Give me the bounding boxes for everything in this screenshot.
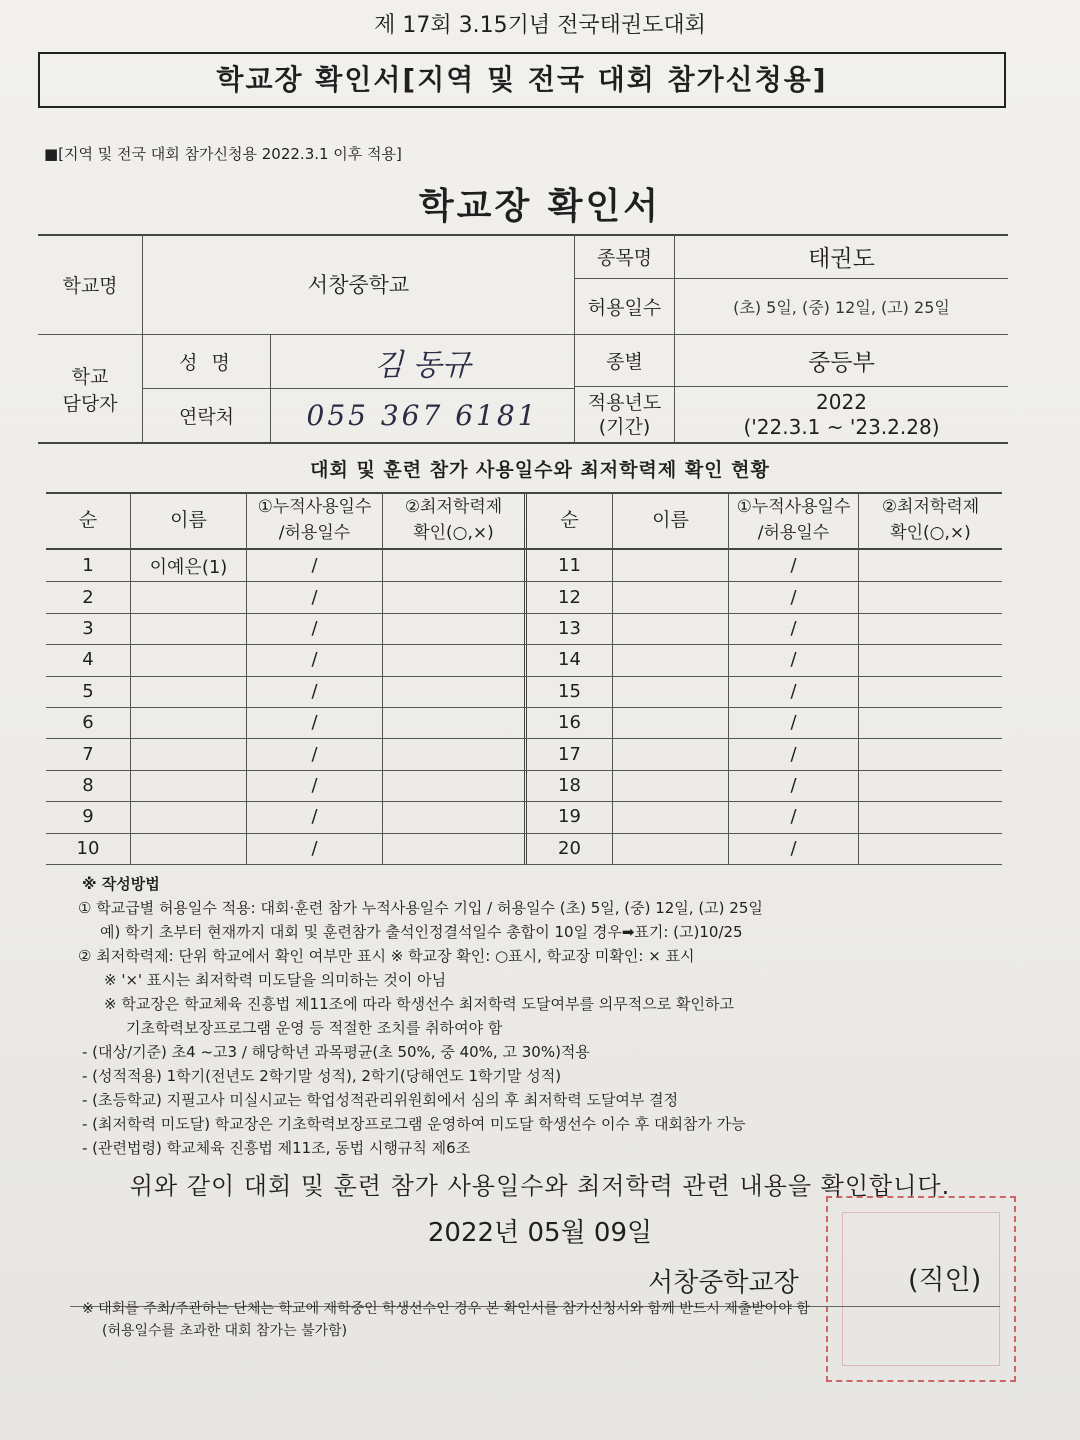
academic-check — [383, 644, 524, 675]
row-number: 14 — [558, 649, 581, 671]
row-number: 11 — [558, 555, 581, 577]
instruction-line: ② 최저학력제: 단위 학교에서 확인 여부만 표시 ※ 학교장 확인: ○표시, 학교장 미확인: × 표시 — [78, 947, 695, 965]
days-used: / — [311, 712, 318, 734]
academic-check — [383, 707, 524, 738]
instruction-line: - (관련법령) 학교체육 진흥법 제11조, 동법 시행규칙 제6조 — [82, 1139, 471, 1157]
participant-name — [613, 738, 728, 769]
days-used: / — [311, 649, 318, 671]
col-no-left: 순 — [78, 509, 98, 531]
col-no-right: 순 — [560, 509, 579, 531]
days-used: / — [790, 555, 797, 577]
participant-name — [131, 581, 246, 612]
row-number: 4 — [82, 649, 94, 671]
row-number: 3 — [82, 617, 94, 639]
participant-name — [613, 833, 728, 864]
academic-check — [859, 550, 1002, 581]
row-number: 15 — [558, 680, 581, 702]
allowed-days-label: 허용일수 — [587, 297, 662, 319]
col-days-left-line1: ①누적사용일수 — [257, 497, 372, 517]
row-number: 18 — [558, 774, 581, 796]
participant-name — [613, 770, 728, 801]
col-days-right-line2: /허용일수 — [757, 523, 830, 543]
academic-check — [859, 801, 1002, 832]
participant-table — [46, 492, 1002, 864]
academic-check — [859, 613, 1002, 644]
main-title: 학교장 확인서 — [418, 186, 662, 227]
academic-check — [859, 581, 1002, 612]
school-info-table — [38, 234, 1008, 444]
participant-name — [131, 707, 246, 738]
phone-label: 연락처 — [178, 406, 235, 428]
instructions — [78, 872, 1008, 1160]
row-number: 19 — [558, 806, 581, 828]
status-section-title: 대회 및 훈련 참가 사용일수와 최저학력제 확인 현황 — [310, 459, 770, 481]
table-bottom-border — [46, 864, 1002, 865]
participant-name — [131, 676, 246, 707]
instruction-line: 기초학력보장프로그램 운영 등 적절한 조치를 취하여야 함 — [126, 1019, 503, 1037]
instruction-line: - (최저학력 미도달) 학교장은 기초학력보장프로그램 운영하여 미도달 학생선수 이수 후 대회참가 가능 — [82, 1115, 746, 1133]
year-value-year: 2022 — [816, 389, 867, 414]
academic-check — [859, 676, 1002, 707]
division-label: 종별 — [606, 351, 643, 373]
participant-name — [131, 801, 246, 832]
academic-check — [383, 581, 524, 612]
academic-check — [383, 801, 524, 832]
days-used: / — [311, 837, 318, 859]
academic-check — [383, 676, 524, 707]
instruction-line: ※ '×' 표시는 최저학력 미도달을 의미하는 것이 아님 — [104, 971, 447, 989]
allowed-days-value: (초) 5일, (중) 12일, (고) 25일 — [733, 298, 950, 317]
year-label-line2: (기간) — [598, 415, 651, 438]
event-label: 종목명 — [596, 246, 653, 269]
year-value — [675, 387, 1008, 442]
days-used: / — [790, 712, 797, 734]
row-number: 16 — [558, 712, 581, 734]
year-label — [575, 387, 674, 442]
days-used: / — [790, 586, 797, 608]
row-number: 6 — [82, 712, 94, 734]
days-used: / — [311, 555, 318, 577]
row-number: 8 — [82, 774, 94, 796]
participant-name — [131, 833, 246, 864]
instruction-line: ※ 학교장은 학교체육 진흥법 제11조에 따라 학생선수 최저학력 도달여부를 의무적으로 확인하고 — [104, 995, 734, 1013]
days-used: / — [311, 617, 318, 639]
days-used: / — [311, 743, 318, 765]
participant-name — [613, 581, 728, 612]
form-note: ■[지역 및 전국 대회 참가신청용 2022.3.1 이후 적용] — [44, 145, 402, 163]
contact-person-label-line2: 담당자 — [62, 393, 118, 415]
academic-check — [859, 707, 1002, 738]
footer-note — [82, 1298, 1012, 1342]
school-name-label: 학교명 — [62, 274, 118, 297]
days-used: / — [790, 617, 797, 639]
col-check-right-line2: 확인(○,×) — [890, 523, 971, 543]
contact-person-label — [38, 335, 142, 443]
col-check-left-line2: 확인(○,×) — [413, 523, 494, 543]
participant-name — [613, 644, 728, 675]
days-used: / — [790, 806, 797, 828]
instructions-heading: ※ 작성방법 — [82, 875, 160, 893]
division-value: 중등부 — [808, 350, 875, 376]
academic-check — [859, 770, 1002, 801]
days-used: / — [311, 586, 318, 608]
academic-check — [859, 833, 1002, 864]
row-number: 1 — [82, 555, 94, 577]
row-number: 20 — [558, 837, 581, 859]
academic-check — [859, 644, 1002, 675]
row-number: 17 — [558, 743, 581, 765]
row-number: 5 — [82, 680, 94, 702]
school-name-value: 서창중학교 — [307, 273, 410, 297]
academic-check — [859, 738, 1002, 769]
participant-name — [613, 676, 728, 707]
row-number: 7 — [82, 743, 94, 765]
name-label: 성 명 — [179, 352, 234, 374]
instruction-line: - (초등학교) 지필고사 미실시교는 학업성적관리위원회에서 심의 후 최저학력 도달여부 결정 — [82, 1091, 679, 1109]
instruction-line: - (대상/기준) 초4 ~고3 / 해당학년 과목평균(초 50%, 중 40%, 고 30%)적용 — [82, 1043, 590, 1061]
confirmation-statement: 위와 같이 대회 및 훈련 참가 사용일수와 최저학력 관련 내용을 확인합니다. — [129, 1172, 951, 1200]
year-label-line1: 적용년도 — [587, 391, 662, 414]
seal-label: (직인) — [908, 1265, 982, 1296]
col-check-right — [859, 492, 1002, 548]
days-used: / — [790, 743, 797, 765]
col-name-left: 이름 — [170, 509, 207, 531]
participant-name: 이예은(1) — [149, 556, 228, 578]
col-days-left-line2: /허용일수 — [278, 523, 351, 543]
issue-date: 2022년 05월 09일 — [427, 1218, 653, 1248]
participant-name — [613, 707, 728, 738]
col-days-right — [729, 492, 858, 548]
name-value-handwritten: 김 동규 — [374, 347, 471, 383]
days-used: / — [790, 649, 797, 671]
academic-check — [383, 833, 524, 864]
participant-name — [131, 738, 246, 769]
row-number: 9 — [82, 806, 94, 828]
days-used: / — [790, 774, 797, 796]
days-used: / — [311, 774, 318, 796]
academic-check — [383, 770, 524, 801]
days-used: / — [790, 680, 797, 702]
row-number: 10 — [76, 837, 100, 859]
instruction-line: 예) 학기 초부터 현재까지 대회 및 훈련참가 출석인정결석일수 총합이 10일 경우➡표기: (고)10/25 — [100, 923, 743, 941]
col-check-right-line1: ②최저학력제 — [881, 497, 980, 517]
instruction-line: - (성적적용) 1학기(전년도 2학기말 성적), 2학기(당해연도 1학기말 성적) — [82, 1067, 562, 1085]
footer-line: (허용일수를 초과한 대회 참가는 불가함) — [102, 1323, 348, 1339]
row-number: 12 — [558, 586, 581, 608]
event-value: 태권도 — [808, 245, 875, 272]
col-check-left-line1: ②최저학력제 — [404, 497, 503, 517]
academic-check — [383, 613, 524, 644]
contest-title: 제 17회 3.15기념 전국태권도대회 — [374, 13, 706, 38]
academic-check — [383, 738, 524, 769]
year-value-period: ('22.3.1 ~ '23.2.28) — [743, 414, 940, 439]
col-name-right: 이름 — [652, 509, 689, 531]
principal-title: 서창중학교장 — [648, 1268, 799, 1298]
col-days-right-line1: ①누적사용일수 — [736, 497, 851, 517]
participant-name — [613, 801, 728, 832]
row-number: 2 — [82, 586, 94, 608]
days-used: / — [790, 837, 797, 859]
contact-person-label-line1: 학교 — [71, 366, 109, 388]
phone-value-handwritten: 055 367 6181 — [306, 399, 539, 432]
academic-check — [383, 550, 524, 581]
participant-name — [131, 770, 246, 801]
days-used: / — [311, 806, 318, 828]
col-days-left — [247, 492, 382, 548]
participant-name — [131, 613, 246, 644]
col-check-left — [383, 492, 524, 548]
participant-name — [613, 613, 728, 644]
participant-name — [131, 644, 246, 675]
form-title: 학교장 확인서[지역 및 전국 대회 참가신청용] — [38, 52, 1006, 108]
footer-line: ※ 대회를 주최/주관하는 단체는 학교에 재학중인 학생선수인 경우 본 확인서를 참가신청서와 함께 반드시 제출받아야 함 — [82, 1301, 810, 1317]
days-used: / — [311, 680, 318, 702]
row-number: 13 — [558, 617, 581, 639]
participant-name — [613, 550, 728, 581]
instruction-line: ① 학교급별 허용일수 적용: 대회·훈련 참가 누적사용일수 기입 / 허용일수 (초) 5일, (중) 12일, (고) 25일 — [78, 899, 763, 917]
